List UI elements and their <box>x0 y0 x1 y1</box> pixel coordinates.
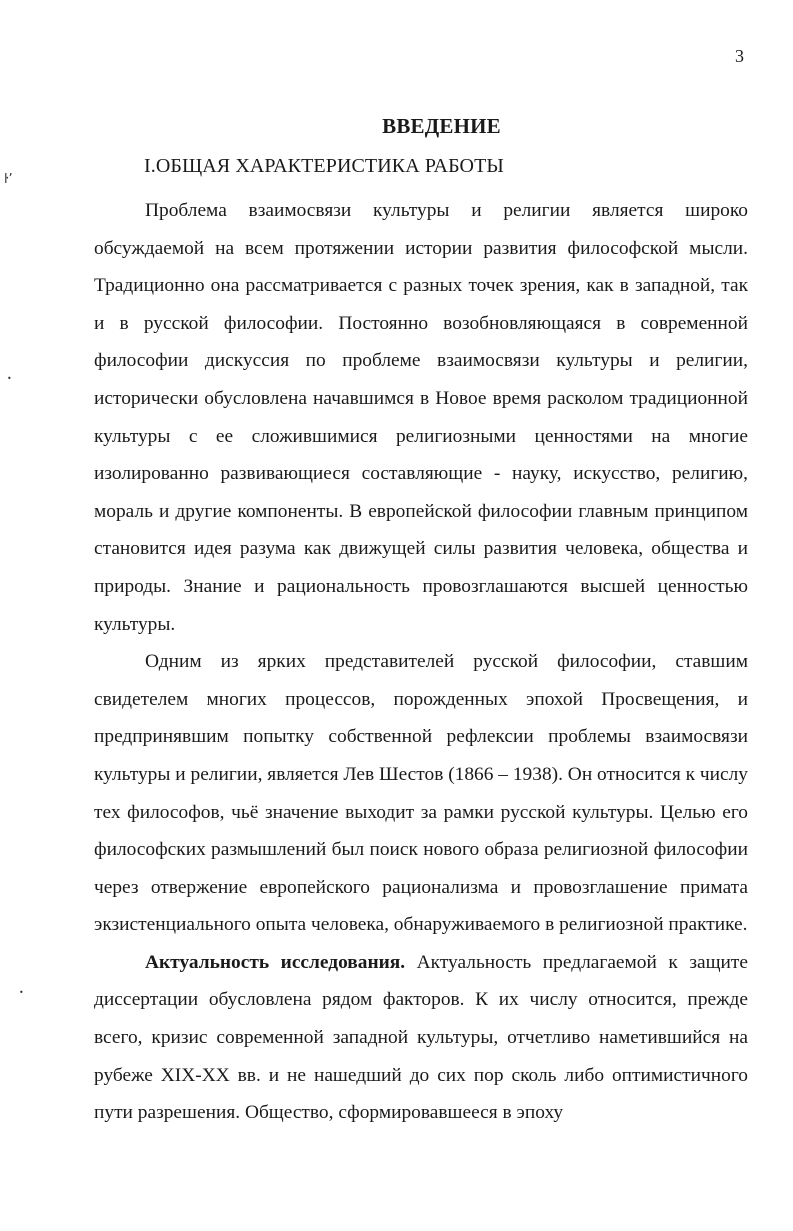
scan-artifact-dot: • <box>7 374 12 383</box>
body-text <box>94 192 748 1132</box>
paragraph: Проблема взаимосвязи культуры и религии является широко обсуждаемой на всем протяжении истории развития философской мысли. Традиционно она рассматривается с разных точек зрения, как в западной, так и в русской философии. Постоянно возобновляющаяся в современной философии дискуссия по проблеме взаимосвязи культуры и религии, исторически обусловлена начавшимся в Новое время расколом традиционной культуры с ее сложившимися религиозными ценностями на многие изолированно развивающиеся составляющие - науку, искусство, религию, мораль и другие компоненты. В европейской философии главным принципом становится идея разума как движущей силы развития человека, общества и природы. Знание и рациональность провозглашаются высшей ценностью культуры. <box>94 200 748 635</box>
page-title: ВВЕДЕНИЕ <box>382 114 501 138</box>
section-heading: I.ОБЩАЯ ХАРАКТЕРИСТИКА РАБОТЫ <box>144 155 504 177</box>
page-number: 3 <box>735 46 744 66</box>
paragraph <box>94 944 748 1132</box>
paragraph-lead-heading: Актуальность исследования. <box>145 951 406 973</box>
paragraph-text: Актуальность предлагаемой к защите диссертации обусловлена рядом факторов. К их числу относится, прежде всего, кризис современной западной культуры, отчетливо наметившийся на рубеже XIX-XX вв. и не нашедший до сих пор сколь либо оптимистичного пути разрешения. Общество, сформировавшееся в эпоху <box>94 951 748 1124</box>
scan-artifact-mark: ŀ’ <box>4 172 13 187</box>
scan-artifact-dot: • <box>19 988 24 997</box>
paragraph: Одним из ярких представителей русской философии, ставшим свидетелем многих процессов, порожденных эпохой Просвещения, и предпринявшим попытку собственной рефлексии проблемы взаимосвязи культуры и религии, является Лев Шестов (1866 – 1938). Он относится к числу тех философов, чьё значение выходит за рамки русской культуры. Целью его философских размышлений был поиск нового образа религиозной философии через отвержение европейского рационализма и провозглашение примата экзистенциального опыта человека, обнаруживаемого в религиозной практике. <box>94 651 748 936</box>
